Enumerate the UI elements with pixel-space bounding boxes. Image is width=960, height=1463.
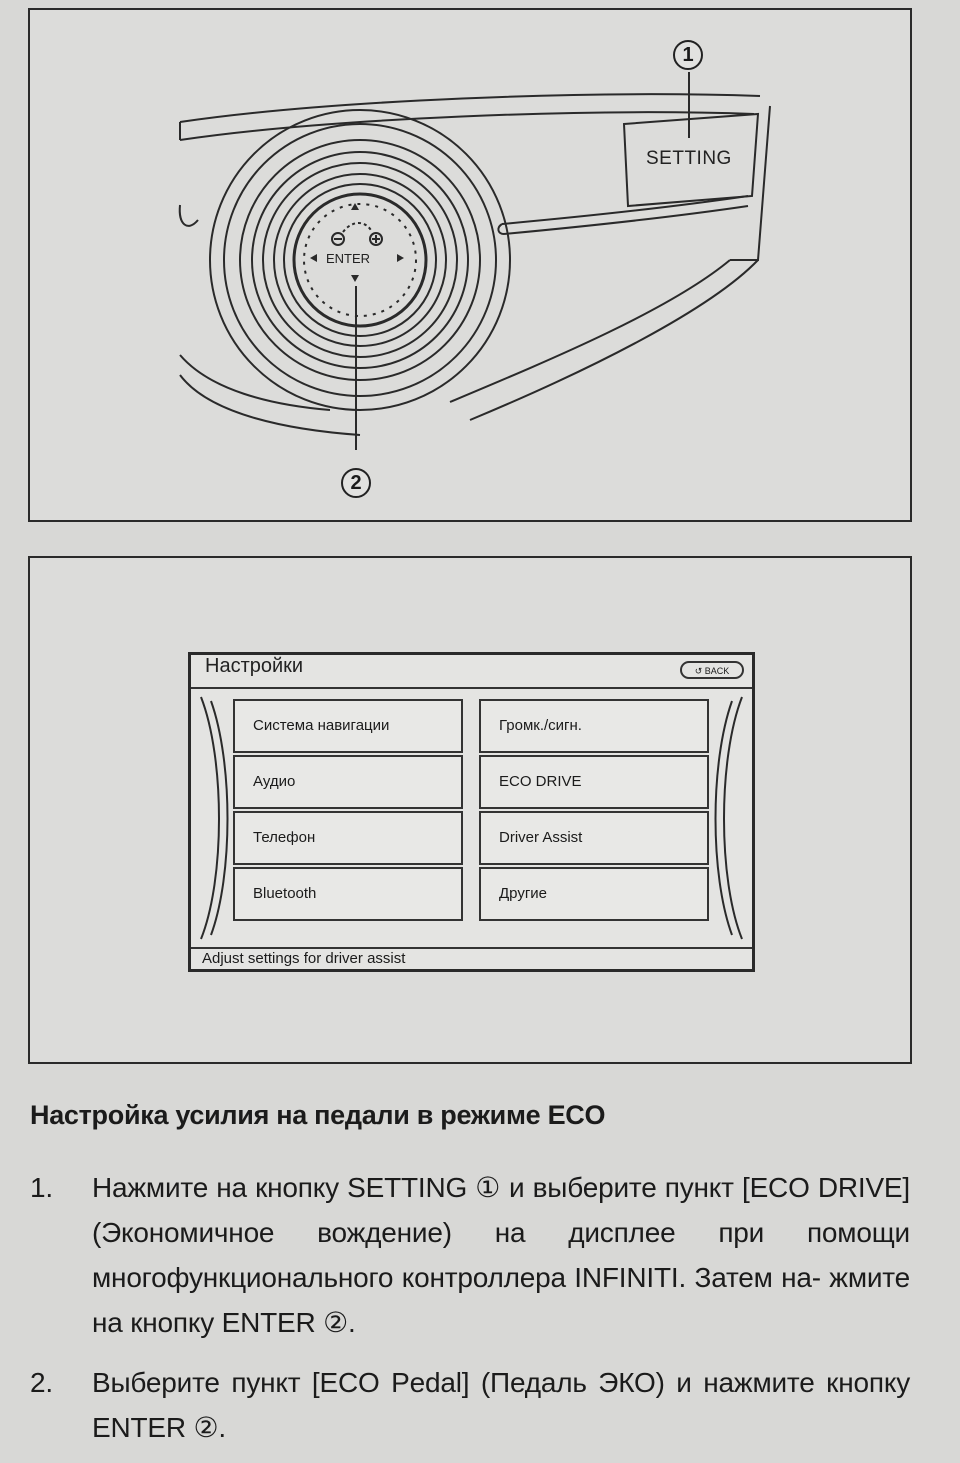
enter-button-label: ENTER (326, 251, 371, 266)
section-heading: Настройка усилия на педали в режиме ECO (30, 1100, 606, 1130)
step-number: 2. (30, 1367, 53, 1398)
menu-item-audio[interactable]: Аудио (233, 755, 463, 809)
dashboard-drawing (30, 10, 910, 520)
back-arrow-icon: ↺ (694, 666, 703, 676)
screen-title: Настройки (205, 655, 304, 677)
settings-screen (188, 652, 755, 972)
step-2 (30, 1360, 910, 1450)
menu-item-navigation[interactable]: Система навигации (233, 699, 463, 753)
settings-screen-illustration (28, 556, 912, 1064)
menu-item-phone[interactable]: Телефон (233, 811, 463, 865)
menu-item-other[interactable]: Другие (479, 867, 709, 921)
menu-item-driver-assist[interactable]: Driver Assist (479, 811, 709, 865)
status-bar: Adjust settings for driver assist (191, 947, 752, 969)
step-number: 1. (30, 1172, 53, 1203)
setting-button-label: SETTING (646, 148, 732, 169)
callout-1: 1 (673, 40, 703, 70)
step-1 (30, 1165, 910, 1345)
menu-item-bluetooth[interactable]: Bluetooth (233, 867, 463, 921)
callout-2: 2 (341, 468, 371, 498)
menu-item-eco-drive[interactable]: ECO DRIVE (479, 755, 709, 809)
back-button[interactable] (680, 661, 744, 679)
step-text: Нажмите на кнопку SETTING ① и выберите пункт [ECO DRIVE] (Экономичное вождение) на дисплее при помощи многофункционального контроллера INFINITI. Затем на- жмите на кнопку ENTER ②. (92, 1172, 910, 1338)
step-text: Выберите пункт [ECO Pedal] (Педаль ЭКО) и нажмите кнопку ENTER ②. (92, 1367, 910, 1443)
menu-item-volume[interactable]: Громк./сигн. (479, 699, 709, 753)
back-button-label: BACK (704, 666, 730, 676)
controller-illustration (28, 8, 912, 522)
